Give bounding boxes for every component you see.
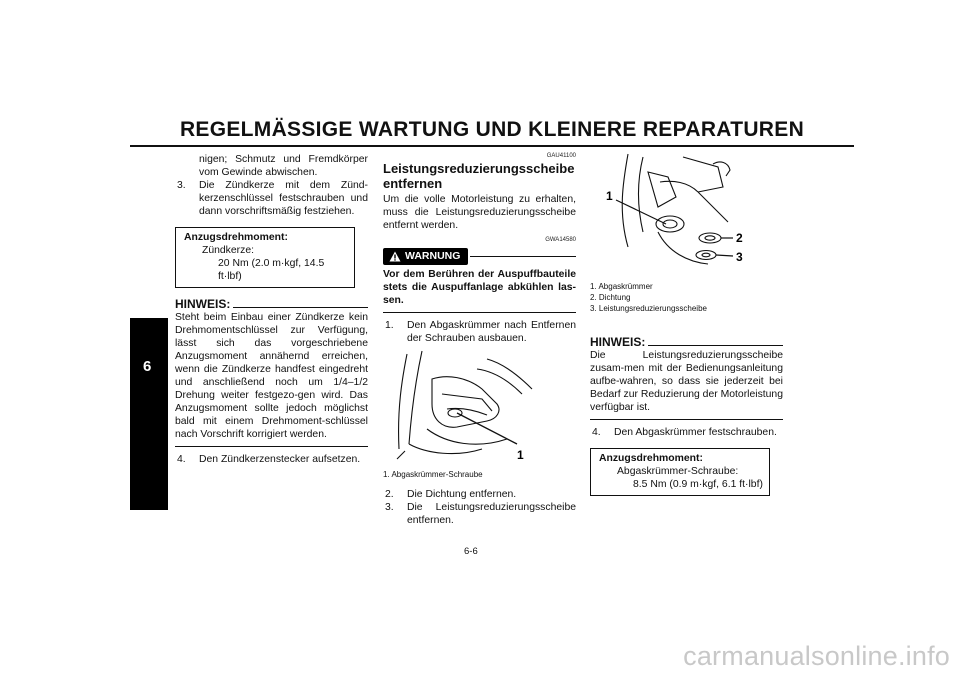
torque-item: Abgaskrümmer-Schraube: [617,466,739,477]
hinweis-end-rule [590,419,783,420]
step-number: 2. [385,489,394,500]
figure-caption: 1. Abgaskrümmer-Schraube [383,470,483,479]
caption-1: 1. Abgaskrümmer [590,282,653,291]
step-text: Den Abgaskrümmer nach Entfernen der Schrauben ausbauen. [407,320,576,344]
section-intro: Um die volle Motorleistung zu erhalten, muss die Leistungsreduzierungsscheibe entfernt werden. [383,194,576,231]
figure-captions [590,281,783,314]
header-rule [130,145,854,147]
step-number: 3. [385,502,394,513]
exhaust-bolt-figure [387,349,537,469]
torque-box [175,227,355,288]
step-2 [383,488,576,501]
step-text: Den Abgaskrümmer festschrauben. [614,427,777,438]
torque-box [590,448,770,496]
step-text: Die Zündkerze mit dem Zünd-kerzenschlüssel festschrauben und dann vorschriftsmäßig festziehen. [199,180,368,217]
gasket-washer-figure [598,152,748,277]
step-number: 1. [385,320,394,331]
hinweis-label: HINWEIS: [175,297,231,311]
torque-value: 8.5 Nm (0.9 m·kgf, 6.1 ft·lbf) [633,479,763,490]
torque-item: Zündkerze: [202,245,254,256]
warning-heading [383,248,576,265]
step-4 [590,426,783,439]
continued-text: nigen; Schmutz und Fremdkörper vom Gewinde abwischen. [199,154,368,178]
warning-label: WARNUNG [405,250,461,262]
column-3 [590,152,783,506]
caption-2: 2. Dichtung [590,293,631,302]
step-text: Die Dichtung entfernen. [407,489,517,500]
watermark: carmanualsonline.info [683,641,950,671]
step-text: Die Leistungsreduzierungsscheibe entfernen. [407,502,576,526]
column-2 [383,152,576,527]
warning-badge [383,248,468,265]
hinweis-label: HINWEIS: [590,335,646,349]
warning-triangle-icon [389,251,401,262]
caption-3: 3. Leistungsreduzierungsscheibe [590,304,707,313]
torque-title: Anzugsdrehmoment: [184,232,288,243]
chapter-tab: 6 [130,318,168,510]
hinweis-text: Die Leistungsreduzierungsscheibe zusam-men mit der Bedienungsanleitung aufbe-wahren, so dass sie jederzeit bei Bedarf zur Reduzierung der Motorleistung verfügbar ist. [590,350,783,413]
step-number: 4. [177,454,186,465]
hinweis-end-rule [175,446,368,447]
column-1 [175,153,368,466]
warning-code: GWA14580 [545,237,576,243]
hinweis-rule [233,307,368,308]
step-3 [175,179,368,218]
figure-callout-1: 1 [606,189,613,203]
figure-callout-3: 3 [736,250,743,264]
step-number: 3. [177,180,186,191]
page-header [130,118,854,147]
step-number: 4. [592,427,601,438]
figure-callout: 1 [517,448,524,462]
hinweis-heading [175,298,368,311]
step-4 [175,453,368,466]
section-title: Leistungsreduzierungsscheibe entfernen [383,161,575,191]
gasket-washer-illustration [598,152,748,277]
warning-text: Vor dem Berühren der Auspuffbauteile stets die Auspuffanlage abkühlen las-sen. [383,269,576,306]
step-text: Den Zündkerzenstecker aufsetzen. [199,454,361,465]
hinweis-rule [648,345,783,346]
section-code: GAU41100 [546,153,576,159]
step-1 [383,319,576,345]
hinweis-text: Steht beim Einbau einer Zündkerze kein Drehmomentschlüssel zur Verfügung, lässt sich das vorgeschriebene Anzugsmoment annähernd erreichen, wenn die Zündkerze handfest eingedreht und anschließend noch um 1/4–1/2 Drehung weiter festgezo-gen wird. Das Anzugsmoment sollte jedoch möglichst bald mit einem Drehmoment-schlüssel nach Vorschrift korrigiert werden. [175,312,368,440]
page-number: 6-6 [464,546,478,557]
torque-title: Anzugsdrehmoment: [599,453,703,464]
step-3b [383,501,576,527]
page-title: REGELMÄSSIGE WARTUNG UND KLEINERE REPARATUREN [179,118,805,141]
figure-callout-2: 2 [736,231,743,245]
exhaust-manifold-illustration [387,349,537,469]
torque-value: 20 Nm (2.0 m·kgf, 14.5 ft·lbf) [218,258,325,282]
warning-rule [470,256,576,257]
hinweis-heading [590,336,783,349]
warning-end-rule [383,312,576,313]
